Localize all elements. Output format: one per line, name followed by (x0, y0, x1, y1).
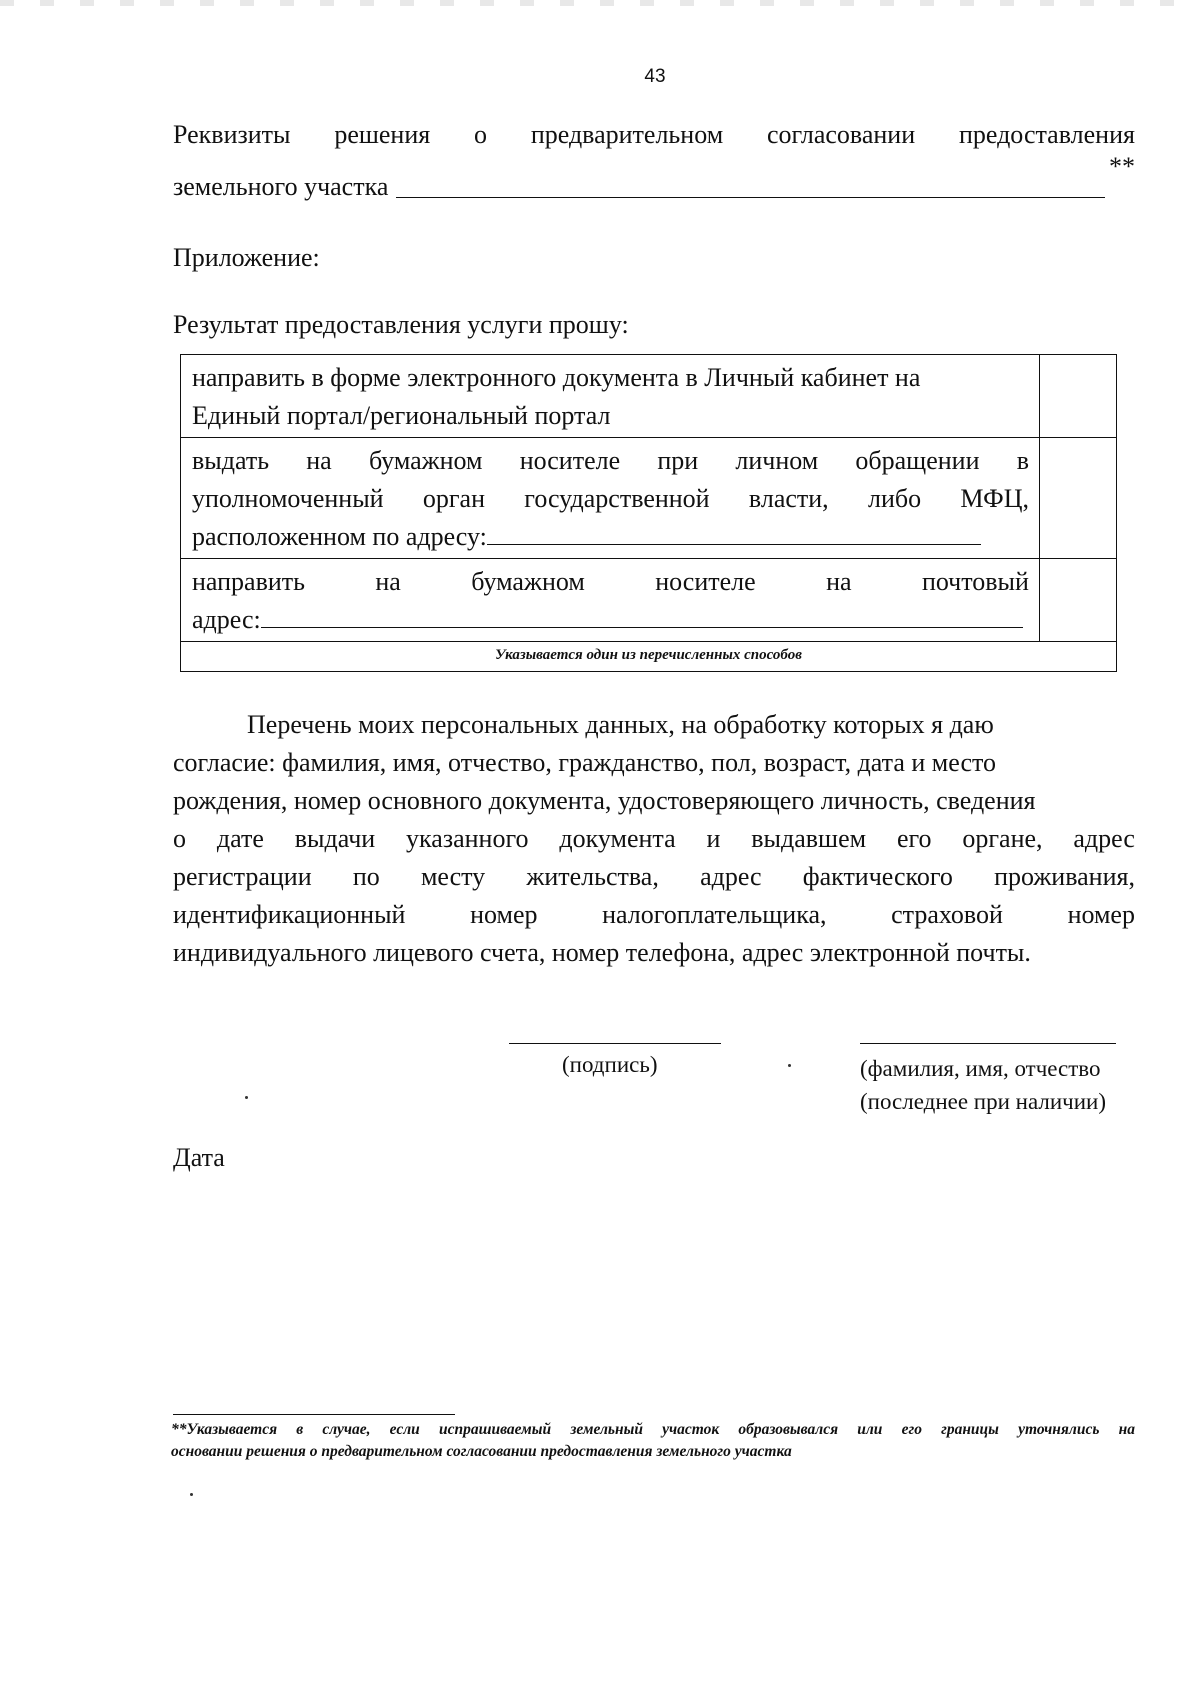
consent-line4 (173, 820, 1135, 858)
option-postal-line2 (192, 601, 1029, 639)
word: бумажном (471, 567, 585, 596)
address-label: расположенном по адресу: (192, 522, 487, 551)
word: случае, (322, 1421, 371, 1438)
consent-line2: согласие: фамилия, имя, отчество, гражданство, пол, возраст, дата и место (173, 748, 997, 777)
option-paper-in-person-checkbox[interactable] (1040, 438, 1116, 558)
footnote-marker: ** (1109, 152, 1135, 181)
word: границы (941, 1421, 999, 1438)
word: на (306, 446, 332, 475)
word: о (173, 824, 186, 853)
office-address-blank[interactable] (487, 520, 981, 545)
word: предоставления (958, 120, 1135, 149)
word: направить (192, 567, 305, 596)
requisites-line1 (173, 120, 1135, 150)
word: его (901, 1421, 922, 1438)
word: регистрации (173, 862, 312, 891)
word: уточнялись (1018, 1421, 1100, 1438)
word: государственной (524, 484, 710, 513)
requisites-line2 (173, 152, 1135, 202)
consent-paragraph (173, 706, 1135, 972)
table-note: Указывается один из перечисленных способов (495, 647, 802, 663)
full-name-line[interactable] (860, 1043, 1116, 1044)
option-paper-line3 (192, 518, 1029, 556)
scan-speck (788, 1064, 791, 1067)
word: власти, (748, 484, 829, 513)
word: личном (735, 446, 819, 475)
page-number: 43 (644, 66, 666, 87)
word: решения (334, 120, 431, 149)
option-electronic-text (181, 355, 1040, 437)
option-paper-line1 (192, 442, 1029, 480)
word: адрес (1073, 824, 1135, 853)
word: фактического (802, 862, 953, 891)
result-heading: Результат предоставления услуги прошу: (173, 310, 629, 339)
word: о (474, 120, 488, 149)
word: уполномоченный (192, 484, 384, 513)
appendix-label: Приложение: (173, 243, 320, 272)
word: документа (559, 824, 676, 853)
word: его (896, 824, 932, 853)
consent-line1: Перечень моих персональных данных, на обработку которых я даю (247, 710, 994, 739)
word: номер (470, 900, 538, 929)
option-paper-line2 (192, 480, 1029, 518)
scan-speck (190, 1493, 193, 1496)
word: дате (216, 824, 264, 853)
word: выдать (192, 446, 270, 475)
result-options-table (180, 354, 1117, 672)
option-postal-text (181, 559, 1040, 641)
option-postal-checkbox[interactable] (1040, 559, 1116, 641)
word: участок (662, 1421, 720, 1438)
option-electronic-line1: направить в форме электронного документа в Личный кабинет на (192, 363, 921, 392)
word: образовывался (738, 1421, 839, 1438)
consent-line3: рождения, номер основного документа, удостоверяющего личность, сведения (173, 786, 1036, 815)
word: земельный (570, 1421, 643, 1438)
land-plot-label: земельного участка (173, 172, 389, 201)
word: выдавшем (751, 824, 867, 853)
word: указанного (406, 824, 529, 853)
footnote-line1 (171, 1419, 1135, 1441)
option-postal (181, 559, 1116, 642)
word: в (1016, 446, 1029, 475)
word: жительства, (526, 862, 659, 891)
scan-speck (245, 1096, 248, 1099)
postal-address-label: адрес: (192, 605, 261, 634)
full-name-caption (860, 1052, 1106, 1118)
footnote (171, 1419, 1135, 1463)
word: бумажном (368, 446, 483, 475)
word: или (857, 1421, 883, 1438)
word: номер (1067, 900, 1135, 929)
footnote-rule (173, 1414, 455, 1415)
option-electronic-checkbox[interactable] (1040, 355, 1116, 437)
consent-line5 (173, 858, 1135, 896)
word: МФЦ, (960, 484, 1029, 513)
word: на (1118, 1421, 1135, 1438)
word: Реквизиты (173, 120, 291, 149)
word: на (375, 567, 401, 596)
signature-caption: (подпись) (562, 1052, 658, 1077)
option-postal-line1 (192, 563, 1029, 601)
option-electronic (181, 355, 1116, 438)
word: обращении (855, 446, 980, 475)
word: почтовый (921, 567, 1029, 596)
word: если (389, 1421, 420, 1438)
signature-line[interactable] (509, 1043, 721, 1044)
word: испрашиваемый (438, 1421, 552, 1438)
word: адрес (700, 862, 762, 891)
word: в (296, 1421, 304, 1438)
option-electronic-line2: Единый портал/региональный портал (192, 401, 611, 430)
word: и (706, 824, 721, 853)
consent-line6 (173, 896, 1135, 934)
option-paper-in-person (181, 438, 1116, 559)
full-name-caption-line1: (фамилия, имя, отчество (860, 1056, 1101, 1081)
word: по (352, 862, 380, 891)
word: идентификационный (173, 900, 406, 929)
word: налогоплательщика, (602, 900, 827, 929)
word: носителе (519, 446, 621, 475)
word: согласовании (766, 120, 916, 149)
scan-artifact (0, 0, 1200, 6)
footnote-line2: основании решения о предварительном согласовании предоставления земельного участка (171, 1443, 792, 1460)
consent-line7: индивидуального лицевого счета, номер телефона, адрес электронной почты. (173, 938, 1031, 967)
word: **Указывается (171, 1421, 278, 1438)
word: орган (422, 484, 485, 513)
word: проживания, (994, 862, 1135, 891)
word: предварительном (530, 120, 724, 149)
word: выдачи (294, 824, 376, 853)
full-name-caption-line2: (последнее при наличии) (860, 1089, 1107, 1114)
word: либо (867, 484, 922, 513)
word: на (826, 567, 852, 596)
postal-address-blank[interactable] (261, 603, 1023, 628)
requisites-fill-line[interactable] (396, 171, 1105, 198)
word: при (657, 446, 699, 475)
word: органе, (962, 824, 1043, 853)
word: месту (420, 862, 486, 891)
option-paper-in-person-text (181, 438, 1040, 558)
word: носителе (655, 567, 756, 596)
word: страховой (891, 900, 1003, 929)
date-label: Дата (173, 1143, 225, 1172)
